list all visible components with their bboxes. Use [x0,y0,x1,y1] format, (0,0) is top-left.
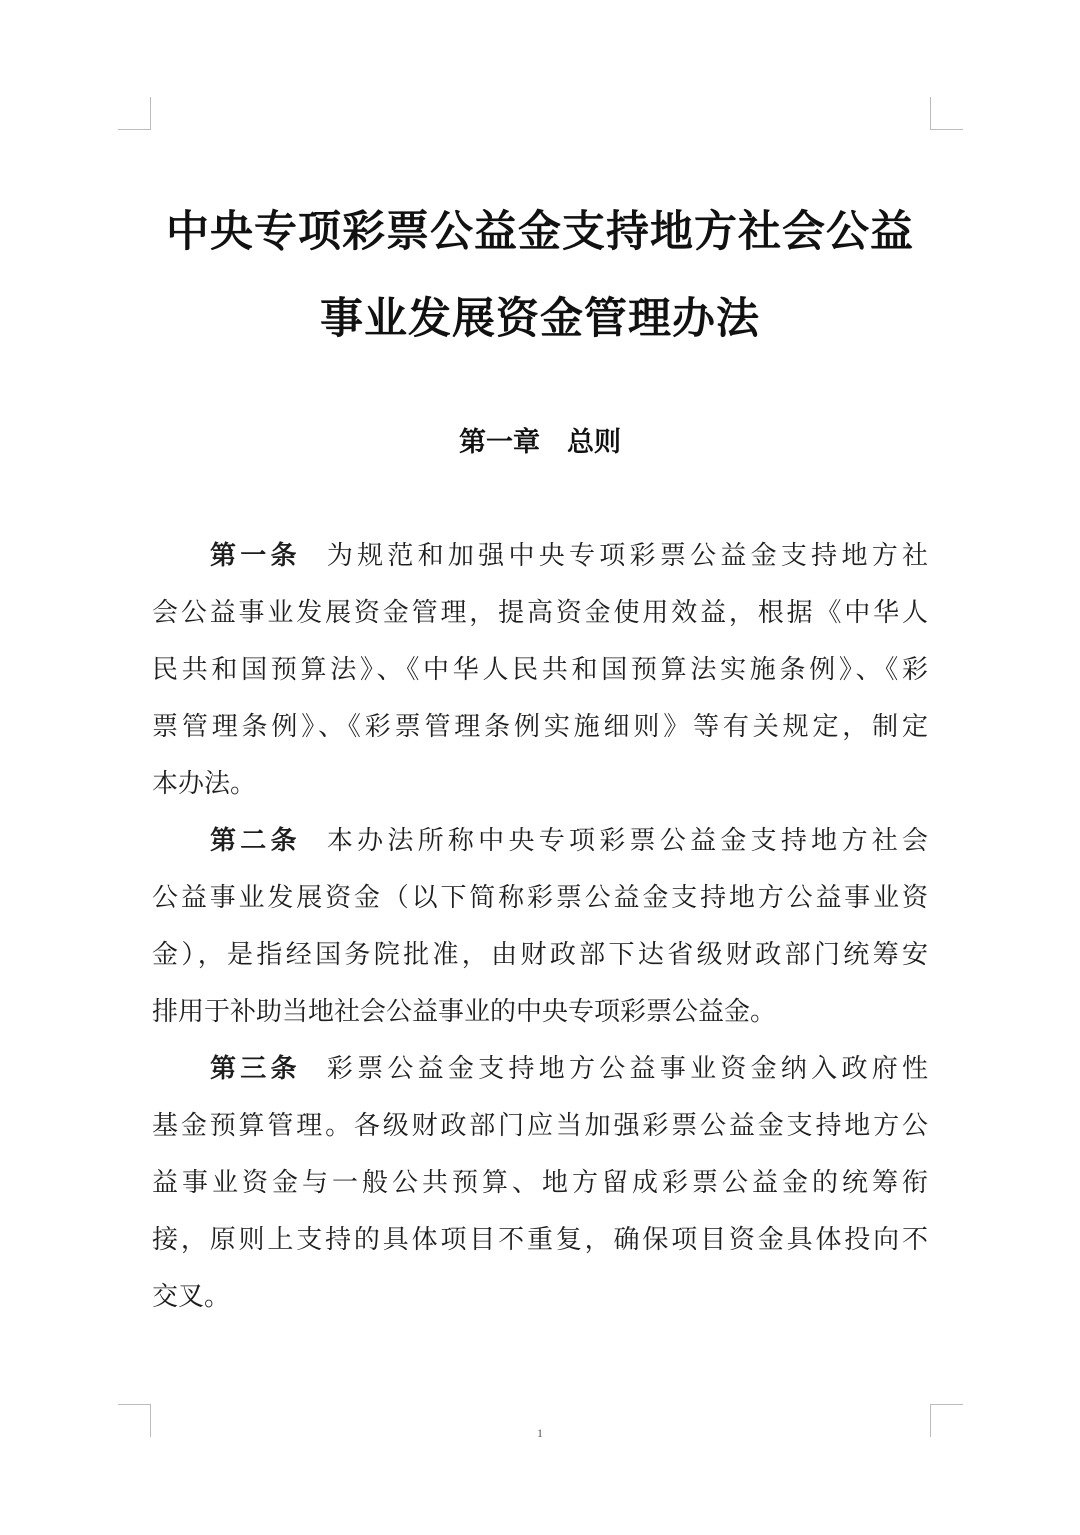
article-3-line-1 [210,1049,928,1089]
article-1-text-1: 为规范和加强中央专项彩票公益金支持地方社 [326,541,928,571]
article-1-line-4: 票管理条例》、《彩票管理条例实施细则》等有关规定，制定 [152,712,928,742]
article-2-line-2: 公益事业发展资金（以下简称彩票公益金支持地方公益事业资 [152,883,928,913]
document-title-line-1: 中央专项彩票公益金支持地方社会公益 [166,207,914,257]
chapter-heading: 第一章 总则 [459,427,621,458]
article-3-line-3: 益事业资金与一般公共预算、地方留成彩票公益金的统筹衔 [152,1168,928,1198]
article-3-text-1: 彩票公益金支持地方公益事业资金纳入政府性 [326,1054,928,1084]
document-title-line-2: 事业发展资金管理办法 [320,294,760,344]
article-2-line-1 [210,821,928,861]
article-3-label: 第三条 [210,1054,301,1084]
article-1-line-1 [210,536,928,576]
crop-mark-top-left [118,97,151,130]
article-1-line-3: 民共和国预算法》、《中华人民共和国预算法实施条例》、《彩 [152,655,928,685]
crop-mark-top-right [930,97,963,130]
article-1-label: 第一条 [210,541,301,571]
article-2-text-1: 本办法所称中央专项彩票公益金支持地方社会 [326,826,928,856]
article-3-line-2: 基金预算管理。各级财政部门应当加强彩票公益金支持地方公 [152,1111,928,1141]
article-1-line-2: 会公益事业发展资金管理，提高资金使用效益，根据《中华人 [152,598,928,628]
page-number: 1 [537,1426,543,1440]
article-2-line-3: 金），是指经国务院批准，由财政部下达省级财政部门统筹安 [152,940,928,970]
article-2-line-4: 排用于补助当地社会公益事业的中央专项彩票公益金。 [152,997,777,1027]
article-3-line-5: 交叉。 [152,1282,231,1312]
article-1-line-5: 本办法。 [152,769,257,799]
article-2-label: 第二条 [210,826,301,856]
article-3-line-4: 接，原则上支持的具体项目不重复，确保项目资金具体投向不 [152,1225,928,1255]
